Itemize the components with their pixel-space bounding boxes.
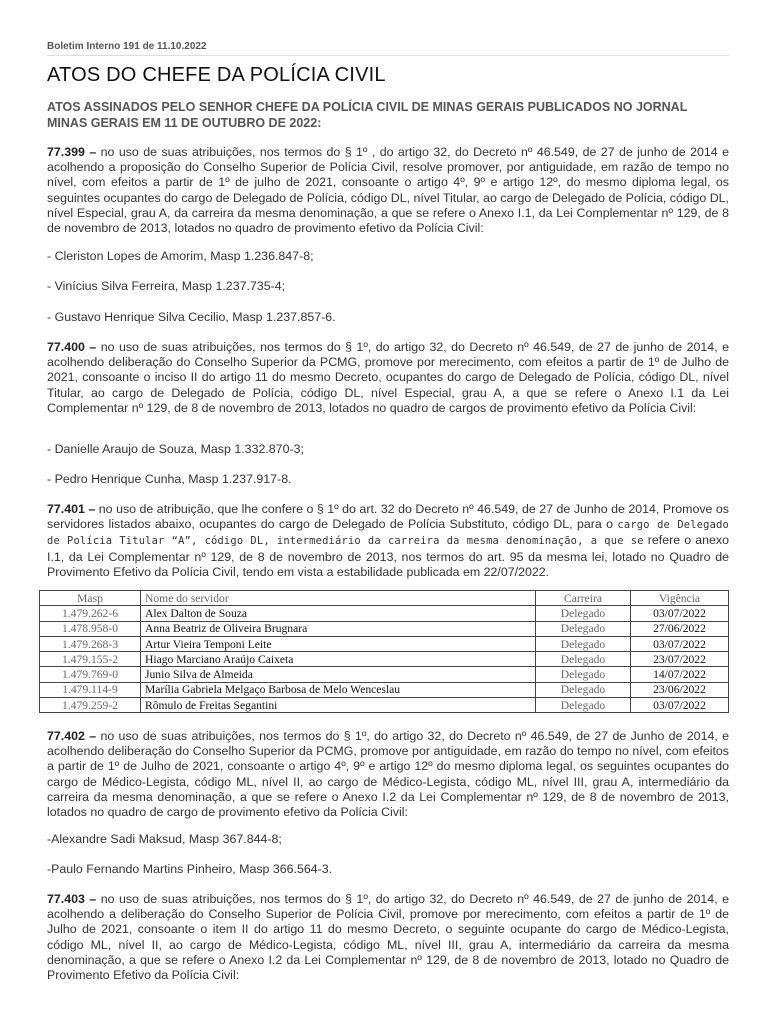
cell-masp: 1.479.262-6: [40, 606, 141, 621]
table-row: [40, 667, 729, 682]
act-77400-paragraph: [47, 340, 729, 416]
cell-carreira: Delegado: [536, 652, 631, 667]
cell-nome: Rômulo de Freitas Segantini: [141, 698, 536, 713]
page-subtitle: ATOS ASSINADOS PELO SENHOR CHEFE DA POLÍCIA CIVIL DE MINAS GERAIS PUBLICADOS NO JORNAL MINAS GERAIS EM 11 DE OUTUBRO DE 2022:: [47, 100, 688, 130]
cell-nome: Junio Silva de Almeida: [141, 667, 536, 682]
cell-carreira: Delegado: [536, 621, 631, 636]
header-vigencia: Vigência: [631, 591, 729, 606]
cell-carreira: Delegado: [536, 667, 631, 682]
servers-table: [39, 590, 729, 713]
cell-carreira: Delegado: [536, 606, 631, 621]
act-number: 77.401 –: [47, 502, 96, 516]
cell-nome: Artur Vieira Temponi Leite: [141, 636, 536, 651]
act-text: no uso de atribuição, que lhe confere o § 1º do art. 32 do Decreto nº 46.549, de 27 de Junho de 2014, Promove os servidores listados abaixo, ocupantes do cargo de Delegado de Polícia Substituto, código DL, para o: [47, 502, 730, 532]
header-nome: Nome do servidor: [141, 591, 536, 606]
act-77402-paragraph: [47, 729, 729, 820]
bulletin-header: Boletim Interno 191 de 11.10.2022: [47, 41, 207, 52]
act-number: 77.399 –: [47, 145, 97, 159]
act-number: 77.403 –: [47, 892, 97, 906]
page-title: ATOS DO CHEFE DA POLÍCIA CIVIL: [47, 64, 386, 86]
act-text-typed: cargo de Delegado de Polícia Titular “A”, código DL, intermediário da carreira da mesma denominação, a que se: [47, 519, 729, 548]
list-item: - Danielle Araujo de Souza, Masp 1.332.870-3;: [47, 442, 304, 456]
list-item: - Vinícius Silva Ferreira, Masp 1.237.735-4;: [47, 279, 286, 293]
act-77403-paragraph: [47, 892, 729, 983]
act-text: no uso de suas atribuições, nos termos do § 1º , do artigo 32, do Decreto nº 46.549, de 27 de junho de 2014 e acolhendo a proposição do Conselho Superior de Polícia Civil, resolve promover, por antiguidade, em razão de tempo no nível, com efeitos a partir de 1º de julho de 2021, consoante o artigo 4º, 9º e artigo 12º, do mesmo diploma legal, os seguintes ocupantes do cargo de Delegado de Polícia, código DL, nível Titular, ao cargo de Delegado de Polícia, código DL, nível Especial, grau A, da carreira da mesma denominação, a que se refere o Anexo I.1, da Lei Complementar nº 129, de 8 de novembro de 2013, lotados no quadro de provimento efetivo da Polícia Civil:: [47, 145, 729, 236]
list-item: - Cleriston Lopes de Amorim, Masp 1.236.847-8;: [47, 249, 314, 263]
table-row: [40, 682, 729, 697]
cell-masp: 1.479.268-3: [40, 636, 141, 651]
cell-carreira: Delegado: [536, 636, 631, 651]
cell-nome: Hiago Marciano Araújo Caixeta: [141, 652, 536, 667]
table-row: [40, 652, 729, 667]
cell-carreira: Delegado: [536, 698, 631, 713]
cell-carreira: Delegado: [536, 682, 631, 697]
cell-vigencia: 14/07/2022: [631, 667, 729, 682]
cell-vigencia: 03/07/2022: [631, 606, 729, 621]
cell-vigencia: 03/07/2022: [631, 636, 729, 651]
table-row: [40, 606, 729, 621]
list-item: -Alexandre Sadi Maksud, Masp 367.844-8;: [47, 832, 282, 846]
table-header-row: [40, 591, 729, 606]
cell-masp: 1.479.114-9: [40, 682, 141, 697]
table-row: [40, 636, 729, 651]
cell-nome: Anna Beatriz de Oliveira Brugnara: [141, 621, 536, 636]
header-carreira: Carreira: [536, 591, 631, 606]
cell-vigencia: 23/07/2022: [631, 652, 729, 667]
header-divider: [47, 55, 729, 56]
cell-masp: 1.479.769-0: [40, 667, 141, 682]
act-number: 77.400 –: [47, 340, 97, 354]
header-masp: Masp: [40, 591, 141, 606]
cell-vigencia: 03/07/2022: [631, 698, 729, 713]
act-77401-paragraph: [47, 502, 729, 580]
table-row: [40, 621, 729, 636]
cell-masp: 1.479.155-2: [40, 652, 141, 667]
list-item: - Gustavo Henrique Silva Cecilio, Masp 1.237.857-6.: [47, 310, 336, 324]
cell-masp: 1.478.958-0: [40, 621, 141, 636]
list-item: - Pedro Henrique Cunha, Masp 1.237.917-8.: [47, 472, 292, 486]
cell-vigencia: 23/06/2022: [631, 682, 729, 697]
cell-vigencia: 27/06/2022: [631, 621, 729, 636]
list-item: -Paulo Fernando Martins Pinheiro, Masp 366.564-3.: [47, 862, 333, 876]
cell-nome: Alex Dalton de Souza: [141, 606, 536, 621]
act-text: no uso de suas atribuições, nos termos do § 1º, do artigo 32, do Decreto nº 46.549, de 27 de junho de 2014, e acolhendo deliberação do Conselho Superior da PCMG, promove por merecimento, com efeitos a partir de 1º de Julho de 2021, consoante o inciso II do artigo 11 do mesmo Decreto, ocupantes do cargo de Delegado de Polícia, código DL, nível Titular, ao cargo de Delegado de Polícia, código DL, nível Especial, grau A, a que se refere o Anexo I.1 da Lei Complementar nº 129, de 8 de novembro de 2013, lotados no quadro de cargos de provimento efetivo da Polícia Civil:: [47, 340, 729, 415]
cell-masp: 1.479.259-2: [40, 698, 141, 713]
act-77399-paragraph: [47, 145, 729, 236]
table-row: [40, 698, 729, 713]
act-number: 77.402 –: [47, 729, 97, 743]
act-text: no uso de suas atribuições, nos termos do § 1º, do artigo 32, do Decreto nº 46.549, de 27 de junho de 2014, e acolhendo a deliberação do Conselho Superior de Polícia Civil, promove por merecimento, com efeitos a partir de 1º de Julho de 2021, consoante o item II do artigo 11 do mesmo Decreto, o seguinte ocupante do cargo de Médico-Legista, código ML, nível II, ao cargo de Médico-Legista, código ML, nível III, grau A, intermediário da carreira da mesma denominação, a que se refere o Anexo I.2 da Lei Complementar nº 129, de 8 de novembro de 2013, lotado no Quadro de Provimento Efetivo da Polícia Civil:: [47, 892, 729, 983]
cell-nome: Marília Gabriela Melgaço Barbosa de Melo Wenceslau: [141, 682, 536, 697]
act-text: refere o anexo I.1, da Lei Complementar nº 129, de 8 de novembro de 2013, nos termos do art. 95 da mesma lei, lotado no Quadro de Provimento Efetivo da Polícia Civil, tendo em vista a estabilidade publicada em 22/07/2022.: [47, 533, 729, 579]
act-text: no uso de suas atribuições, nos termos do § 1º, do artigo 32, do Decreto nº 46.549, de 27 de Junho de 2014, e acolhendo deliberação do Conselho Superior da PCMG, promove por antiguidade, em razão do tempo no nível, com efeitos a partir de 1º de Julho de 2021, consoante o artigo 4º, 9º e artigo 12º do mesmo diploma legal, os seguintes ocupantes do cargo de Médico-Legista, código ML, nível II, ao cargo de Médico-Legista, código ML, nível III, grau A, intermediário da carreira da mesma denominação, a que se refere o Anexo I.2 da Lei Complementar nº 129, de 8 de novembro de 2013, lotados no quadro de cargo de provimento efetivo da Polícia Civil:: [47, 729, 730, 820]
